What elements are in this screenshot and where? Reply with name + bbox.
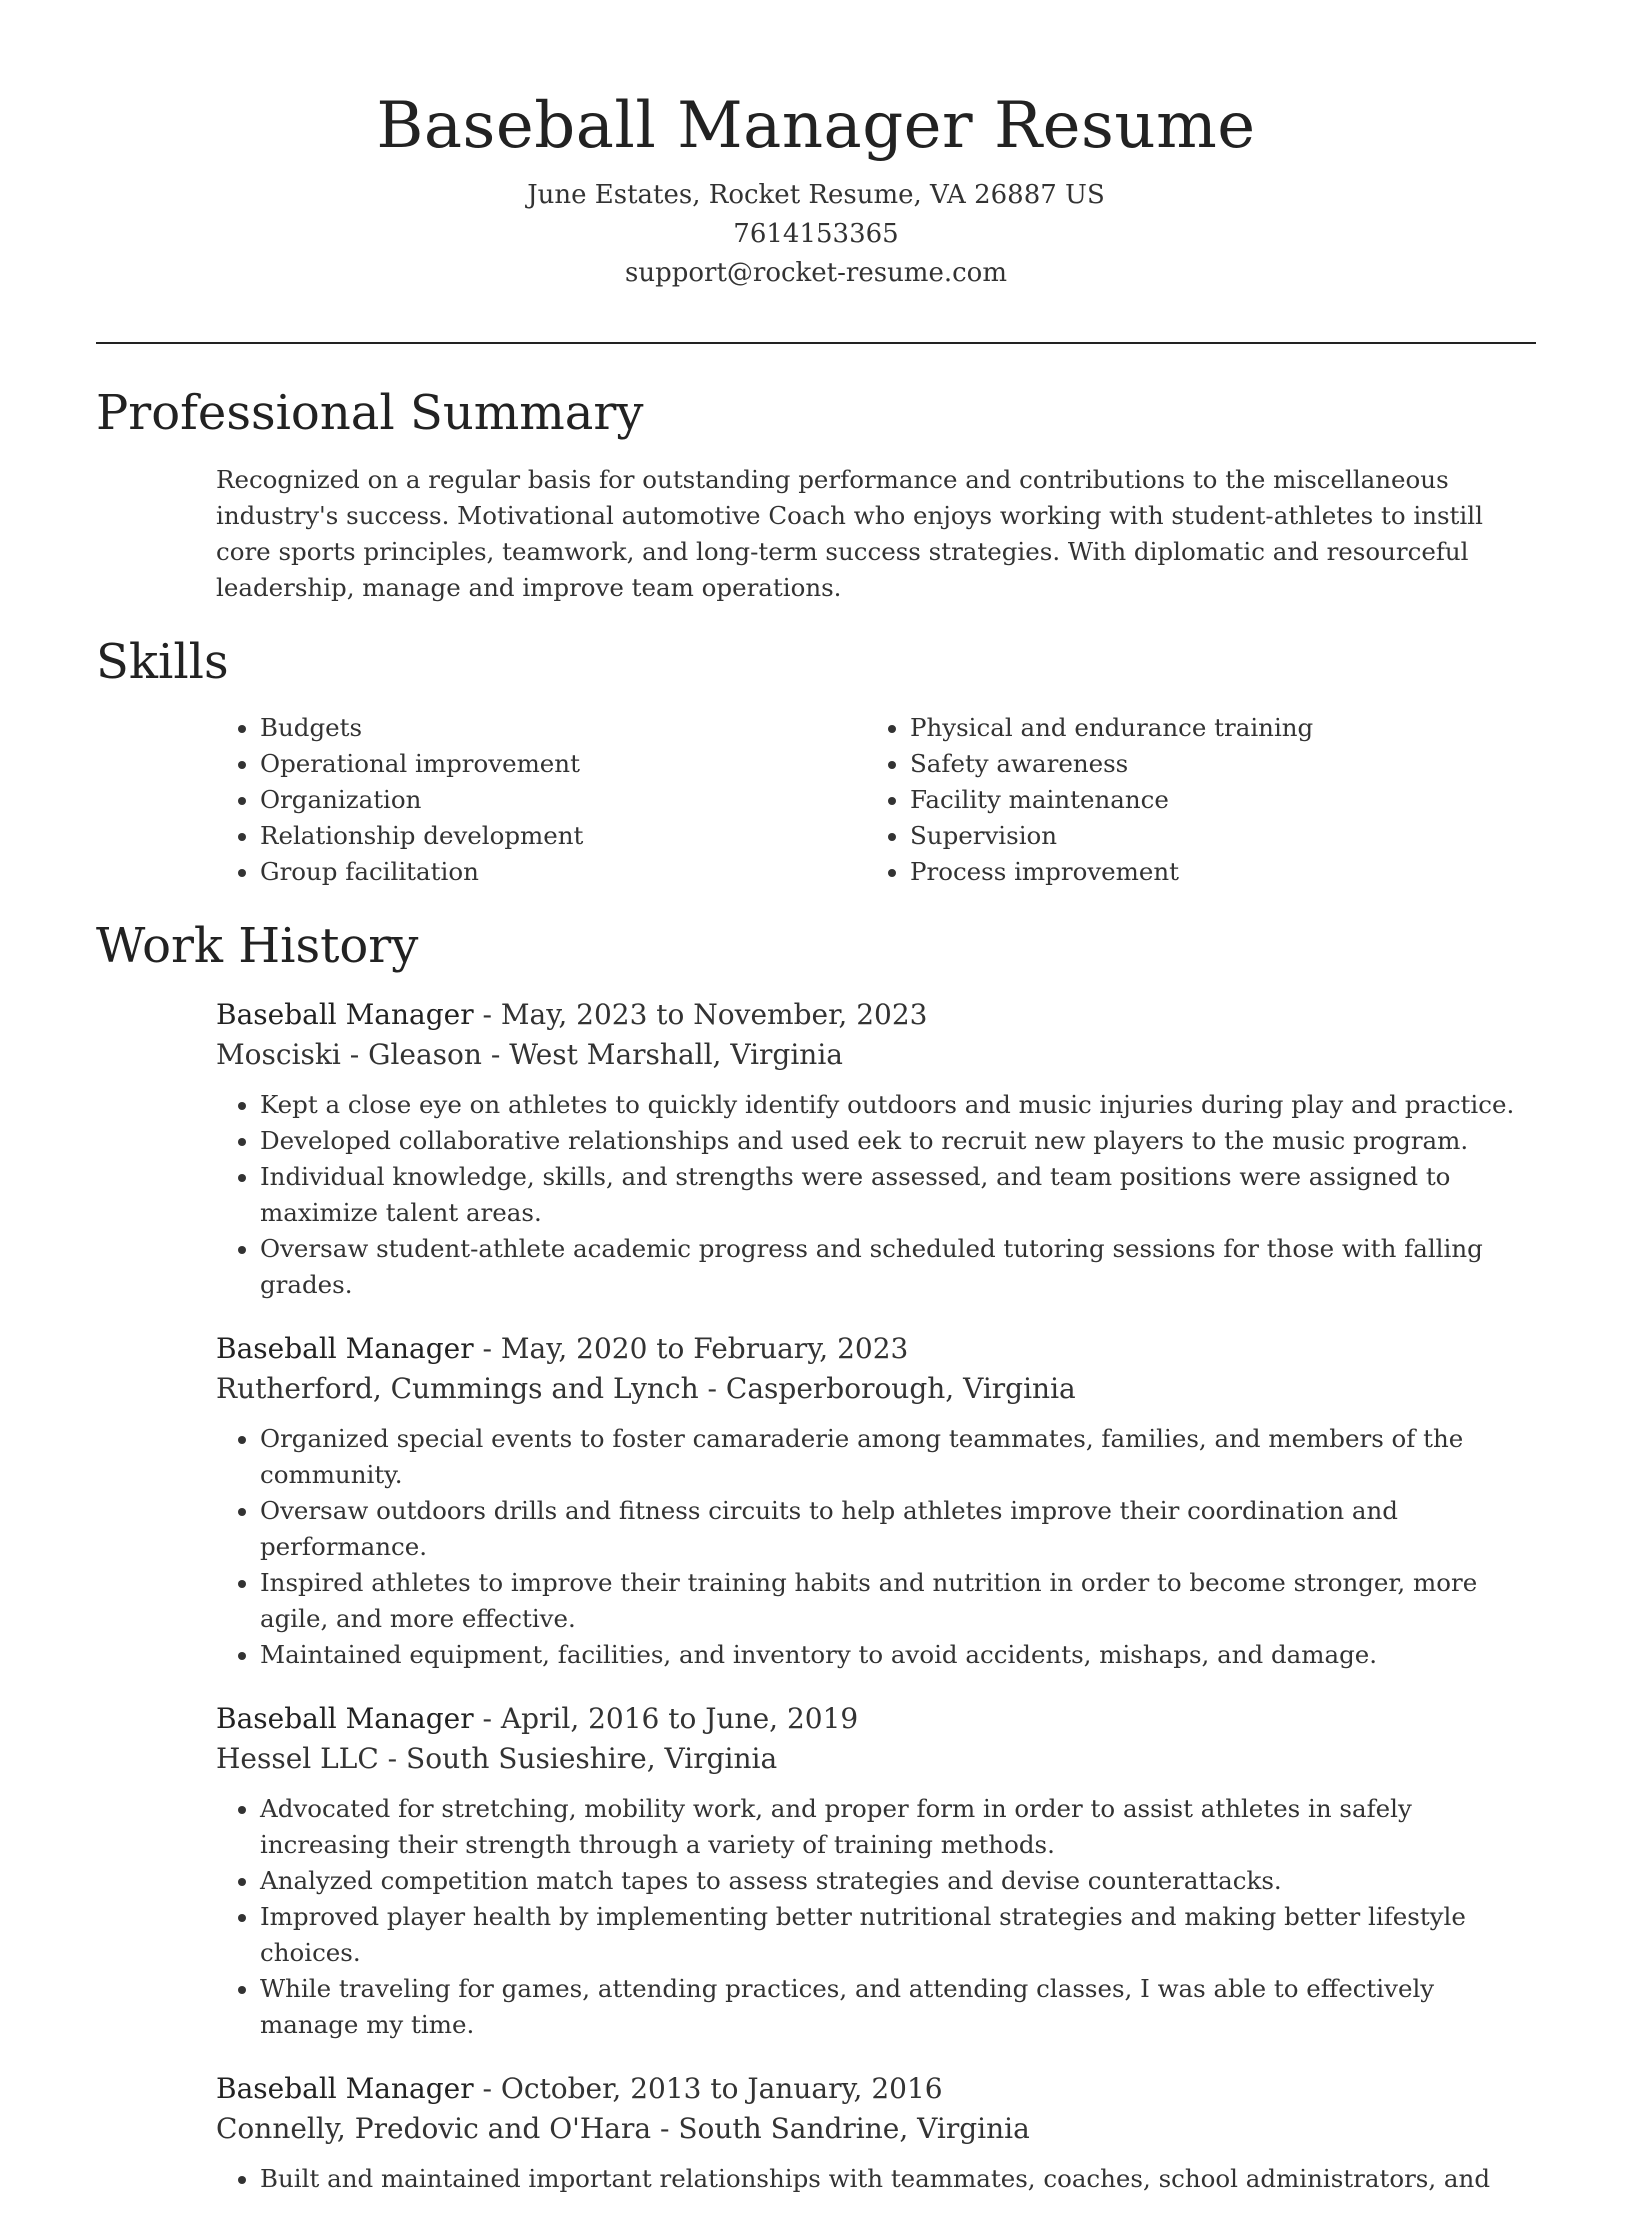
- skill-item: • Safety awareness: [910, 746, 1516, 782]
- job-dates: May, 2020 to February, 2023: [500, 1332, 909, 1365]
- resume-title: Baseball Manager Resume: [376, 89, 1256, 163]
- job-dates: October, 2013 to January, 2016: [500, 2072, 943, 2105]
- job-title-line: [216, 995, 1536, 1035]
- job-bullet: • Oversaw outdoors drills and fitness circuits to help athletes improve their coordination and performance.: [260, 1493, 1536, 1565]
- skill-item: • Physical and endurance training: [910, 710, 1516, 746]
- separator: -: [473, 2072, 501, 2105]
- separator: -: [698, 1372, 726, 1405]
- job-dates: May, 2023 to November, 2023: [500, 998, 928, 1031]
- skills-column-right: [866, 710, 1516, 890]
- job-role: Baseball Manager: [216, 998, 474, 1031]
- skill-item: • Organization: [260, 782, 866, 818]
- job-bullets: [216, 1087, 1536, 1303]
- job-title-line: [216, 1329, 1536, 1369]
- job-company-line: [216, 2109, 1536, 2149]
- skills-column-left: [216, 710, 866, 890]
- job-bullets: [216, 1421, 1536, 1673]
- job-title-line: [216, 1699, 1536, 1739]
- job-dates: April, 2016 to June, 2019: [500, 1702, 859, 1735]
- skills-list: [216, 710, 1536, 890]
- job-bullet: • Improved player health by implementing better nutritional strategies and making better lifestyle choices.: [260, 1899, 1536, 1971]
- skill-item: • Process improvement: [910, 854, 1516, 890]
- job-bullet: • Developed collaborative relationships and used eek to recruit new players to the music program.: [260, 1123, 1536, 1159]
- job-bullets: [216, 1791, 1536, 2043]
- job-bullet: • Built and maintained important relationships with teammates, coaches, school administrators, and: [260, 2161, 1536, 2197]
- skill-item: • Group facilitation: [260, 854, 866, 890]
- skill-item: • Relationship development: [260, 818, 866, 854]
- separator: -: [473, 1702, 501, 1735]
- contact-phone: 7614153365: [733, 219, 899, 249]
- job-company-line: [216, 1369, 1536, 1409]
- work-history-list: [216, 995, 1536, 2223]
- job-entry: [216, 1329, 1536, 1673]
- job-entry: [216, 2069, 1536, 2197]
- summary-text: Recognized on a regular basis for outstanding performance and contributions to the miscellaneous industry's success. Motivational automotive Coach who enjoys working with student-athletes to instill core sports principles, teamwork, and long-term success strategies. With diplomatic and resourceful leadership, manage and improve team operations.: [216, 465, 1483, 602]
- job-bullet: • Individual knowledge, skills, and strengths were assessed, and team positions were assigned to maximize talent areas.: [260, 1159, 1536, 1231]
- separator: -: [473, 1332, 501, 1365]
- job-company: Connelly, Predovic and O'Hara: [216, 2112, 652, 2145]
- job-company: Hessel LLC: [216, 1742, 379, 1775]
- job-bullet: • Inspired athletes to improve their training habits and nutrition in order to become stronger, more agile, and more effective.: [260, 1565, 1536, 1637]
- separator: -: [473, 998, 501, 1031]
- job-company-line: [216, 1035, 1536, 1075]
- job-bullets: [216, 2161, 1536, 2197]
- job-bullet: • Advocated for stretching, mobility work, and proper form in order to assist athletes in safely increasing their strength through a variety of training methods.: [260, 1791, 1536, 1863]
- job-company: Rutherford, Cummings and Lynch: [216, 1372, 699, 1405]
- separator: -: [481, 1038, 510, 1071]
- job-bullet: • Oversaw student-athlete academic progress and scheduled tutoring sessions for those with falling grades.: [260, 1231, 1536, 1303]
- job-bullet: • Organized special events to foster camaraderie among teammates, families, and members of the community.: [260, 1421, 1536, 1493]
- job-location: West Marshall, Virginia: [509, 1038, 843, 1071]
- job-bullet: • Analyzed competition match tapes to assess strategies and devise counterattacks.: [260, 1863, 1536, 1899]
- job-entry: [216, 995, 1536, 1303]
- skill-item: • Supervision: [910, 818, 1516, 854]
- job-location: Casperborough, Virginia: [725, 1372, 1076, 1405]
- job-role: Baseball Manager: [216, 1702, 474, 1735]
- contact-email: support@rocket-resume.com: [624, 258, 1007, 288]
- skill-item: • Budgets: [260, 710, 866, 746]
- job-bullet: • Maintained equipment, facilities, and inventory to avoid accidents, mishaps, and damage.: [260, 1637, 1536, 1673]
- job-role: Baseball Manager: [216, 1332, 474, 1365]
- job-bullet: • While traveling for games, attending practices, and attending classes, I was able to effectively manage my time.: [260, 1971, 1536, 2043]
- skill-item: • Facility maintenance: [910, 782, 1516, 818]
- work-history-heading: Work History: [96, 918, 419, 974]
- job-bullet: • Kept a close eye on athletes to quickly identify outdoors and music injuries during play and practice.: [260, 1087, 1536, 1123]
- summary-heading: Professional Summary: [96, 385, 644, 441]
- job-company: Mosciski - Gleason: [216, 1038, 482, 1071]
- job-role: Baseball Manager: [216, 2072, 474, 2105]
- job-title-line: [216, 2069, 1536, 2109]
- separator: -: [378, 1742, 407, 1775]
- header-divider: [96, 342, 1536, 344]
- skill-item: • Operational improvement: [260, 746, 866, 782]
- job-location: South Susieshire, Virginia: [406, 1742, 778, 1775]
- job-entry: [216, 1699, 1536, 2043]
- job-location: South Sandrine, Virginia: [678, 2112, 1030, 2145]
- job-company-line: [216, 1739, 1536, 1779]
- contact-address: June Estates, Rocket Resume, VA 26887 US: [527, 180, 1105, 210]
- contact-block: [96, 176, 1536, 293]
- separator: -: [651, 2112, 679, 2145]
- skills-heading: Skills: [96, 634, 229, 690]
- resume-header: [96, 82, 1536, 293]
